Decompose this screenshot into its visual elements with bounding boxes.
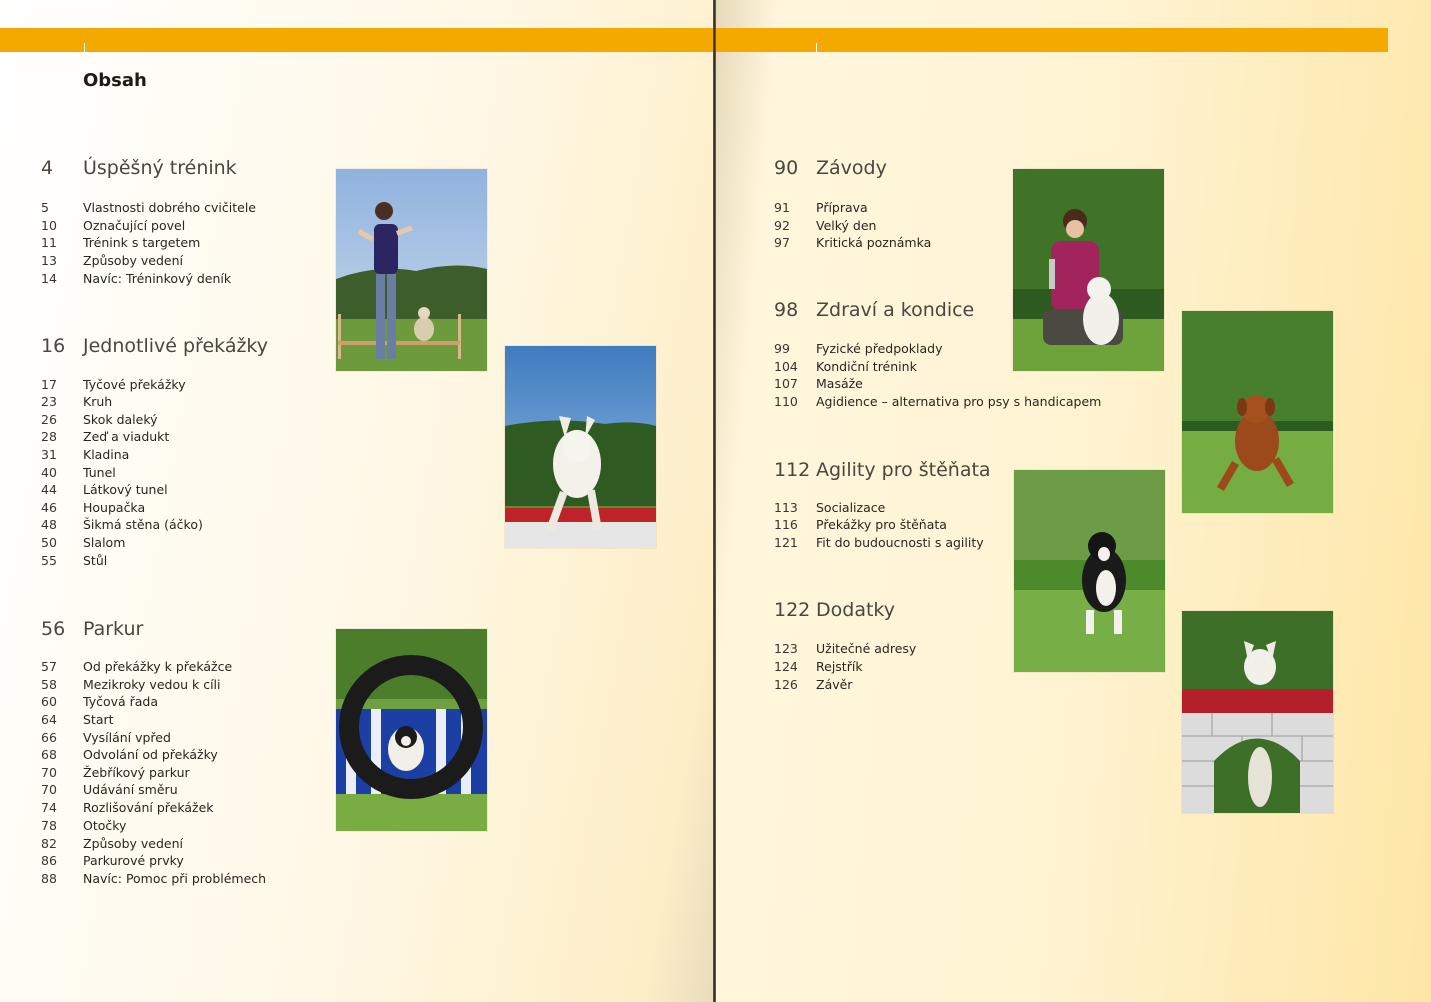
entry-title: Velký den xyxy=(816,218,877,233)
entry-page-number: 50 xyxy=(41,535,57,550)
entry-page-number: 92 xyxy=(774,218,790,233)
entry-page-number: 23 xyxy=(41,394,57,409)
entry-title: Kondiční trénink xyxy=(816,359,917,374)
section-page-number: 56 xyxy=(41,618,66,640)
entry-title: Příprava xyxy=(816,200,868,215)
entry-page-number: 97 xyxy=(774,235,790,250)
photo-running-border-collie-puppy xyxy=(1014,470,1165,672)
entry-page-number: 68 xyxy=(41,747,57,762)
entry-page-number: 28 xyxy=(41,429,57,444)
entry-page-number: 31 xyxy=(41,447,57,462)
entry-title: Vlastnosti dobrého cvičitele xyxy=(83,200,256,215)
entry-title: Trénink s targetem xyxy=(83,235,201,250)
section-page-number: 98 xyxy=(774,299,799,321)
entry-title: Masáže xyxy=(816,376,863,391)
book-spine xyxy=(713,0,716,1002)
entry-title: Fit do budoucnosti s agility xyxy=(816,535,984,550)
entry-page-number: 123 xyxy=(774,641,798,656)
entry-page-number: 104 xyxy=(774,359,798,374)
entry-title: Od překážky k překážce xyxy=(83,659,233,674)
entry-title: Látkový tunel xyxy=(83,482,168,497)
entry-page-number: 70 xyxy=(41,765,57,780)
photo-illustration xyxy=(1013,169,1164,371)
entry-title: Start xyxy=(83,712,114,727)
entry-page-number: 17 xyxy=(41,377,57,392)
entry-page-number: 116 xyxy=(774,517,798,532)
entry-page-number: 11 xyxy=(41,235,57,250)
entry-page-number: 126 xyxy=(774,677,798,692)
entry-title: Označující povel xyxy=(83,218,186,233)
band-tick-right xyxy=(816,43,817,53)
photo-woman-with-terrier-and-trophy xyxy=(1013,169,1164,371)
section-page-number: 90 xyxy=(774,157,799,179)
entry-title: Navíc: Pomoc při problémech xyxy=(83,871,267,886)
entry-page-number: 14 xyxy=(41,271,57,286)
entry-title: Tyčová řada xyxy=(83,694,159,709)
entry-page-number: 91 xyxy=(774,200,790,215)
entry-title: Tunel xyxy=(83,465,116,480)
entry-page-number: 99 xyxy=(774,341,790,356)
entry-page-number: 58 xyxy=(41,677,57,692)
entry-title: Mezikroky vedou k cíli xyxy=(83,677,221,692)
band-tick-left xyxy=(84,43,85,53)
entry-page-number: 66 xyxy=(41,730,57,745)
section-title: Úspěšný trénink xyxy=(83,157,237,179)
entry-title: Kritická poznámka xyxy=(816,235,932,250)
entry-page-number: 110 xyxy=(774,394,798,409)
entry-title: Navíc: Tréninkový deník xyxy=(83,271,232,286)
entry-title: Způsoby vedení xyxy=(83,836,183,851)
photo-running-brown-dog xyxy=(1182,311,1333,513)
entry-title: Fyzické předpoklady xyxy=(816,341,943,356)
entry-page-number: 46 xyxy=(41,500,57,515)
photo-illustration xyxy=(1014,470,1165,672)
entry-page-number: 121 xyxy=(774,535,798,550)
entry-title: Skok daleký xyxy=(83,412,158,427)
entry-page-number: 44 xyxy=(41,482,57,497)
section-title: Agility pro štěňata xyxy=(816,459,991,481)
photo-white-shepherd-on-wall xyxy=(1182,611,1333,813)
photo-illustration xyxy=(336,169,487,371)
entry-page-number: 48 xyxy=(41,517,57,532)
section-title: Parkur xyxy=(83,618,144,640)
section-title: Dodatky xyxy=(816,599,895,621)
entry-page-number: 113 xyxy=(774,500,798,515)
entry-title: Stůl xyxy=(83,553,108,568)
entry-title: Šikmá stěna (áčko) xyxy=(83,517,203,532)
entry-page-number: 70 xyxy=(41,782,57,797)
entry-page-number: 13 xyxy=(41,253,57,268)
entry-title: Tyčové překážky xyxy=(83,377,186,392)
entry-title: Zeď a viadukt xyxy=(83,429,170,444)
section-title: Jednotlivé překážky xyxy=(83,335,268,357)
entry-page-number: 57 xyxy=(41,659,57,674)
photo-illustration xyxy=(505,346,656,548)
entry-title: Rejstřík xyxy=(816,659,863,674)
entry-page-number: 82 xyxy=(41,836,57,851)
photo-illustration xyxy=(1182,611,1333,813)
entry-title: Kruh xyxy=(83,394,113,409)
photo-woman-jumping-with-terrier xyxy=(336,169,487,371)
section-page-number: 16 xyxy=(41,335,66,357)
entry-title: Kladina xyxy=(83,447,130,462)
section-title: Závody xyxy=(816,157,887,179)
entry-page-number: 124 xyxy=(774,659,798,674)
entry-page-number: 86 xyxy=(41,853,57,868)
entry-title: Vysílání vpřed xyxy=(83,730,171,745)
entry-title: Žebříkový parkur xyxy=(83,765,190,780)
entry-page-number: 10 xyxy=(41,218,57,233)
entry-title: Způsoby vedení xyxy=(83,253,183,268)
photo-dog-through-tire xyxy=(336,629,487,831)
entry-title: Houpačka xyxy=(83,500,146,515)
entry-page-number: 74 xyxy=(41,800,57,815)
entry-title: Překážky pro štěňata xyxy=(816,517,947,532)
photo-white-shepherd-jumping xyxy=(505,346,656,548)
entry-title: Otočky xyxy=(83,818,127,833)
entry-title: Odvolání od překážky xyxy=(83,747,218,762)
section-page-number: 122 xyxy=(774,599,811,621)
entry-page-number: 26 xyxy=(41,412,57,427)
page-title: Obsah xyxy=(83,70,147,91)
entry-page-number: 78 xyxy=(41,818,57,833)
entry-page-number: 5 xyxy=(41,200,49,215)
entry-page-number: 40 xyxy=(41,465,57,480)
entry-title: Rozlišování překážek xyxy=(83,800,214,815)
entry-page-number: 60 xyxy=(41,694,57,709)
photo-illustration xyxy=(336,629,487,831)
entry-title: Parkurové prvky xyxy=(83,853,184,868)
entry-title: Užitečné adresy xyxy=(816,641,917,656)
entry-title: Udávání směru xyxy=(83,782,178,797)
section-title: Zdraví a kondice xyxy=(816,299,975,321)
section-page-number: 112 xyxy=(774,459,811,481)
entry-page-number: 107 xyxy=(774,376,798,391)
entry-page-number: 88 xyxy=(41,871,57,886)
section-page-number: 4 xyxy=(41,157,54,179)
photo-illustration xyxy=(1182,311,1333,513)
entry-title: Slalom xyxy=(83,535,126,550)
entry-title: Agidience – alternativa pro psy s handicapem xyxy=(816,394,1102,409)
entry-page-number: 55 xyxy=(41,553,57,568)
accent-band-left xyxy=(0,28,713,52)
entry-page-number: 64 xyxy=(41,712,57,727)
entry-title: Socializace xyxy=(816,500,886,515)
entry-title: Závěr xyxy=(816,677,853,692)
